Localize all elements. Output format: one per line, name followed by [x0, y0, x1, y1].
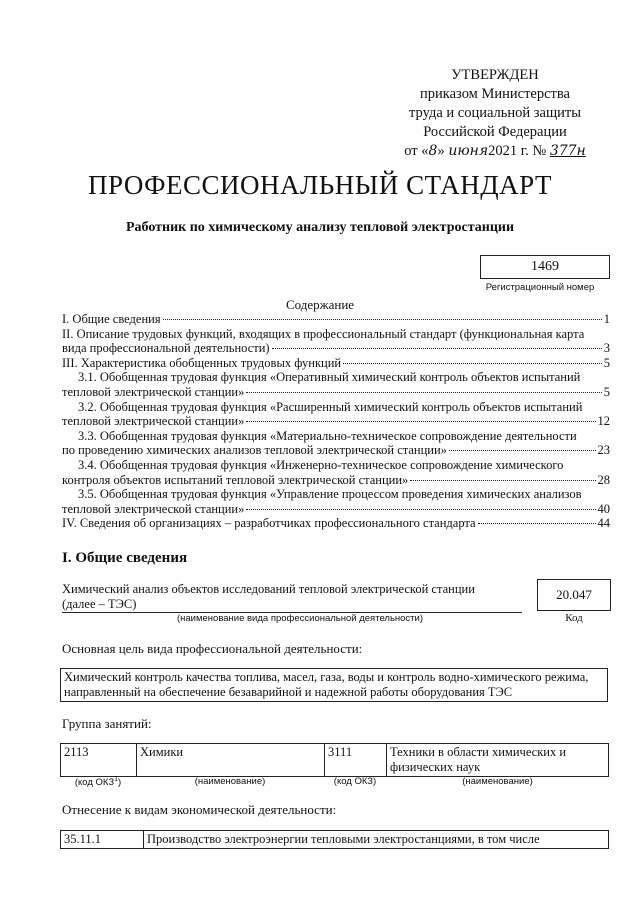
approval-title: УТВЕРЖДЕН [451, 67, 539, 83]
toc-item[interactable]: 3.4. Обобщенная трудовая функция «Инженерно-техническое сопровождение химического контроля объектов испытаний тепловой электрической станции» 28 [62, 457, 610, 487]
occupation-group-table [60, 743, 609, 777]
okved-name-cell: Производство электроэнергии тепловыми электростанциями, в том числе [144, 831, 609, 849]
activity-code-label: Код [565, 612, 583, 624]
okz-name-label: (наименование) [194, 776, 266, 787]
toc-item[interactable]: II. Описание трудовых функций, входящих в профессиональный стандарт (функциональная карта вида профессиональной деятельности) 3 [62, 326, 610, 356]
toc-item[interactable]: I. Общие сведения 1 [62, 312, 610, 326]
okz-name-label: (наименование) [462, 776, 533, 787]
okved-code-cell: 35.11.1 [61, 831, 144, 849]
table-row [61, 831, 609, 849]
registration-number-label: Регистрационный номер [485, 282, 595, 293]
okz-code-label: (код ОКЗ) [333, 776, 377, 787]
toc-item[interactable]: 3.1. Обобщенная трудовая функция «Оперативный химический контроль объектов испытаний тепловой электрической станции» 5 [62, 370, 610, 399]
econ-activity-table [60, 830, 609, 849]
handwritten-month: июня [448, 143, 489, 159]
activity-name-label: (наименование вида профессиональной деятельности) [176, 613, 424, 624]
goal-text-box: Химический контроль качества топлива, масел, газа, воды и контроль водно-химического режима, направленный на обеспечение безаварийной и надежной работы оборудования ТЭС [60, 668, 608, 702]
okz-code-cell: 3111 [325, 744, 387, 777]
okz-code-label: (код ОКЗ$^1$) [74, 776, 122, 789]
table-of-contents [62, 312, 610, 531]
goal-label: Основная цель вида профессиональной деятельности: [62, 641, 363, 656]
activity-name: Химический анализ объектов исследований тепловой электрической станции (далее – ТЭС) [62, 582, 522, 613]
toc-item[interactable]: III. Характеристика обобщенных трудовых функций 5 [62, 355, 610, 370]
okz-code-cell: 2113 [61, 744, 137, 777]
approval-line: труда и социальной защиты [409, 105, 581, 121]
approval-block [380, 66, 610, 161]
contents-heading: Содержание [285, 297, 355, 312]
approval-date: от «8» июня2021 г. № 377н [404, 143, 586, 159]
registration-number-box: 1469 [480, 255, 610, 279]
document-title: ПРОФЕССИОНАЛЬНЫЙ СТАНДАРТ [87, 170, 553, 200]
table-row [61, 744, 609, 777]
activity-code-box: 20.047 [537, 579, 611, 611]
group-label: Группа занятий: [62, 716, 152, 731]
econ-activity-label: Отнесение к видам экономической деятельности: [62, 802, 337, 817]
section-title: I. Общие сведения [62, 550, 188, 566]
toc-item[interactable]: IV. Сведения об организациях – разработчиках профессионального стандарта 44 [62, 516, 610, 531]
handwritten-day: 8 [428, 143, 438, 159]
approval-line: Российской Федерации [423, 124, 567, 140]
document-subtitle: Работник по химическому анализу тепловой электростанции [125, 220, 515, 235]
approval-line: приказом Министерства [420, 86, 570, 102]
toc-item[interactable]: 3.5. Обобщенная трудовая функция «Управление процессом проведения химических анализов тепловой электрической станции» 40 [62, 487, 610, 516]
handwritten-number: 377н [549, 143, 586, 159]
toc-item[interactable]: 3.2. Обобщенная трудовая функция «Расширенный химический контроль объектов испытаний тепловой электрической станции» 12 [62, 399, 610, 429]
okz-name-cell: Химики [137, 744, 325, 777]
toc-item[interactable]: 3.3. Обобщенная трудовая функция «Материально-техническое сопровождение деятельности по проведению химических анализов тепловой электрической станции» 23 [62, 428, 610, 458]
okz-name-cell: Техники в области химических и физических наук [387, 744, 609, 777]
